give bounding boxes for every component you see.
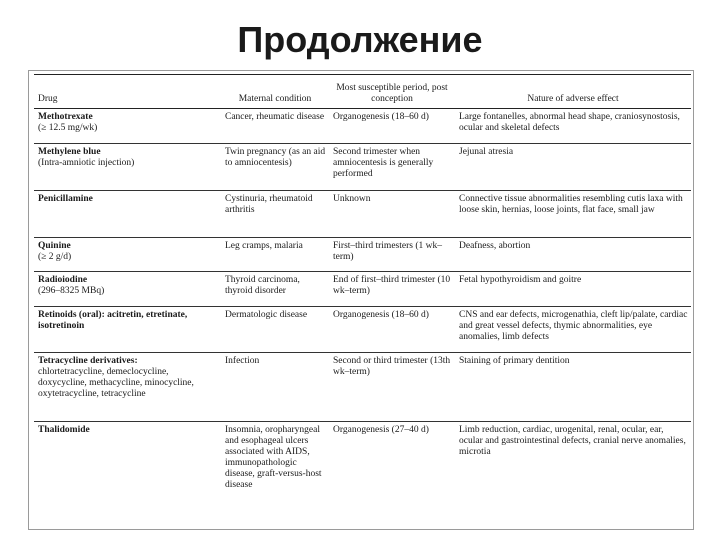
drug-name: Penicillamine (38, 194, 93, 204)
condition-cell: Infection (221, 353, 329, 422)
period-cell: Unknown (329, 191, 455, 238)
teratogen-table (34, 74, 691, 530)
drug-name: Methylene blue (38, 147, 101, 157)
table-frame (28, 70, 694, 530)
header-condition: Maternal condition (221, 75, 329, 109)
drug-note: chlortetracycline, demeclocycline, doxycycline, methacycline, minocycline, oxytetracycline, tetracycline (38, 366, 194, 399)
effect-cell: Connective tissue abnormalities resembling cutis laxa with loose skin, hernias, loose joints, flat face, small jaw (455, 191, 691, 238)
table-row (34, 109, 691, 144)
effect-cell: Deafness, abortion (455, 238, 691, 272)
table-row (34, 238, 691, 272)
effect-cell: Limb reduction, cardiac, urogenital, renal, ocular, ear, ocular and gastrointestinal defects, cranial nerve anomalies, microtia (459, 425, 686, 457)
drug-cell (34, 272, 221, 307)
condition-cell: Insomnia, oropharyngeal and esophageal ulcers associated with AIDS, immunopathologic disease, graft-versus-host disease (225, 425, 322, 490)
header-drug: Drug (34, 75, 221, 109)
condition-cell: Leg cramps, malaria (221, 238, 329, 272)
condition-cell: Twin pregnancy (as an aid to amniocentesis) (221, 144, 329, 191)
period-cell: Organogenesis (27–40 d) (333, 425, 429, 435)
header-effect: Nature of adverse effect (455, 75, 691, 109)
drug-name: Retinoids (oral): acitretin, etretinate, isotretinoin (38, 310, 188, 331)
drug-note: (Intra-amniotic injection) (38, 157, 135, 168)
condition-cell: Cancer, rheumatic disease (221, 109, 329, 144)
drug-note: (296–8325 MBq) (38, 285, 105, 296)
effect-cell: Staining of primary dentition (455, 353, 691, 422)
period-cell: Organogenesis (18–60 d) (329, 307, 455, 353)
drug-cell (34, 307, 221, 353)
period-cell: End of first–third trimester (10 wk–term) (329, 272, 455, 307)
effect-cell: Fetal hypothyroidism and goitre (455, 272, 691, 307)
period-cell: First–third trimesters (1 wk–term) (329, 238, 455, 272)
drug-cell (34, 422, 221, 531)
drug-name: Tetracycline derivatives: (38, 356, 138, 366)
table-row (34, 353, 691, 422)
table-row (34, 144, 691, 191)
drug-name: Thalidomide (38, 425, 90, 435)
slide-title: Продолжение (237, 19, 483, 60)
effect-cell: Large fontanelles, abnormal head shape, craniosynostosis, ocular and skeletal defects (455, 109, 691, 144)
drug-cell (34, 109, 221, 144)
table-row (34, 191, 691, 238)
table-row (34, 272, 691, 307)
period-cell: Second trimester when amniocentesis is generally performed (329, 144, 455, 191)
effect-cell: Jejunal atresia (455, 144, 691, 191)
table-row (34, 422, 691, 531)
drug-note: (≥ 2 g/d) (38, 251, 72, 262)
header-period: Most susceptible period, post conception (329, 75, 455, 109)
drug-name: Methotrexate (38, 112, 93, 122)
drug-note: (≥ 12.5 mg/wk) (38, 122, 98, 133)
condition-cell: Dermatologic disease (221, 307, 329, 353)
drug-cell (34, 238, 221, 272)
drug-cell (34, 353, 221, 422)
period-cell: Second or third trimester (13th wk–term) (329, 353, 455, 422)
table-row (34, 307, 691, 353)
condition-cell: Cystinuria, rheumatoid arthritis (221, 191, 329, 238)
drug-name: Radioiodine (38, 275, 88, 285)
drug-name: Quinine (38, 241, 71, 251)
condition-cell: Thyroid carcinoma, thyroid disorder (221, 272, 329, 307)
period-cell: Organogenesis (18–60 d) (329, 109, 455, 144)
drug-cell (34, 144, 221, 191)
drug-cell (34, 191, 221, 238)
header-row (34, 75, 691, 109)
effect-cell: CNS and ear defects, microgenathia, cleft lip/palate, cardiac and great vessel defects, thymic abnormalities, eye anomalies, limb defects (455, 307, 691, 353)
